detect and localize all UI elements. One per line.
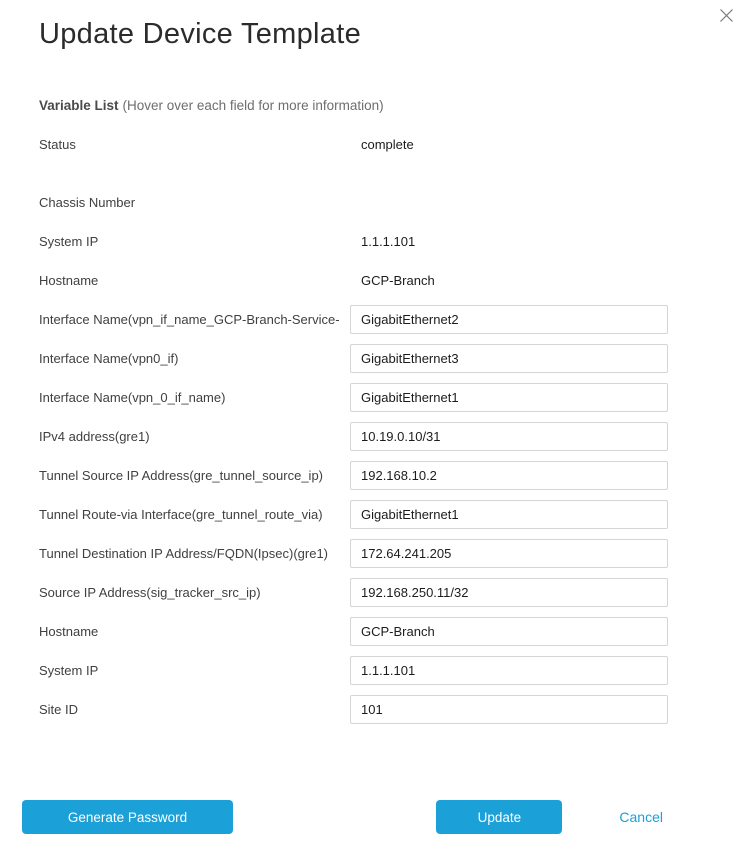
variable-label: Interface Name(vpn0_if) bbox=[39, 351, 179, 366]
source-ip-tracker-input[interactable] bbox=[350, 578, 668, 607]
variable-label: Hostname bbox=[39, 273, 99, 288]
system-ip-value: 1.1.1.101 bbox=[361, 234, 416, 249]
row-ipv4-address-gre1 bbox=[39, 422, 668, 451]
generate-password-button[interactable]: Generate Password bbox=[22, 800, 233, 834]
tunnel-route-via-input[interactable] bbox=[350, 500, 668, 529]
variable-label: Chassis Number bbox=[39, 195, 136, 210]
variable-label: Interface Name(vpn_0_if_name) bbox=[39, 390, 226, 405]
row-hostname-input bbox=[39, 617, 668, 646]
variable-label: Hostname bbox=[39, 624, 99, 639]
row-interface-name-vpn0-if-name bbox=[39, 383, 668, 412]
row-system-ip-static bbox=[39, 227, 668, 256]
variable-list-label: Variable List bbox=[39, 98, 119, 113]
row-source-ip-tracker bbox=[39, 578, 668, 607]
row-chassis-number bbox=[39, 188, 668, 217]
page-title: Update Device Template bbox=[39, 18, 362, 50]
variable-label: IPv4 address(gre1) bbox=[39, 429, 150, 444]
variable-label: Tunnel Source IP Address(gre_tunnel_source_ip) bbox=[39, 468, 324, 483]
row-interface-name-service bbox=[39, 305, 668, 334]
dialog-footer bbox=[0, 800, 752, 834]
close-icon-glyph bbox=[719, 8, 734, 23]
row-system-ip-input bbox=[39, 656, 668, 685]
variable-rows bbox=[39, 130, 668, 724]
variable-label: Site ID bbox=[39, 702, 79, 717]
variable-label: Tunnel Destination IP Address/FQDN(Ipsec)(gre1) bbox=[39, 546, 329, 561]
variable-label: Status bbox=[39, 137, 76, 152]
system-ip-input[interactable] bbox=[350, 656, 668, 685]
variable-list-heading bbox=[39, 98, 668, 113]
hostname-value: GCP-Branch bbox=[361, 273, 435, 288]
variable-label: Tunnel Route-via Interface(gre_tunnel_route_via) bbox=[39, 507, 323, 522]
interface-name-vpn0-if-name-input[interactable] bbox=[350, 383, 668, 412]
row-tunnel-route-via bbox=[39, 500, 668, 529]
ipv4-address-gre1-input[interactable] bbox=[350, 422, 668, 451]
footer-right-actions bbox=[436, 800, 663, 834]
variable-label: Source IP Address(sig_tracker_src_ip) bbox=[39, 585, 261, 600]
row-tunnel-source-ip bbox=[39, 461, 668, 490]
interface-name-vpn0-if-input[interactable] bbox=[350, 344, 668, 373]
row-site-id bbox=[39, 695, 668, 724]
variable-list-hint: (Hover over each field for more information) bbox=[122, 98, 384, 113]
interface-name-service-input[interactable] bbox=[350, 305, 668, 334]
row-hostname-static bbox=[39, 266, 668, 295]
tunnel-destination-ip-input[interactable] bbox=[350, 539, 668, 568]
cancel-button[interactable]: Cancel bbox=[619, 809, 663, 825]
status-value: complete bbox=[361, 137, 414, 152]
variable-label: Interface Name(vpn_if_name_GCP-Branch-Service- bbox=[39, 312, 340, 327]
close-icon[interactable] bbox=[716, 5, 736, 25]
variable-label: System IP bbox=[39, 234, 99, 249]
hostname-input[interactable] bbox=[350, 617, 668, 646]
tunnel-source-ip-input[interactable] bbox=[350, 461, 668, 490]
site-id-input[interactable] bbox=[350, 695, 668, 724]
row-status bbox=[39, 130, 668, 159]
update-button[interactable]: Update bbox=[436, 800, 562, 834]
variable-label: System IP bbox=[39, 663, 99, 678]
row-tunnel-destination-ip bbox=[39, 539, 668, 568]
row-interface-name-vpn0-if bbox=[39, 344, 668, 373]
